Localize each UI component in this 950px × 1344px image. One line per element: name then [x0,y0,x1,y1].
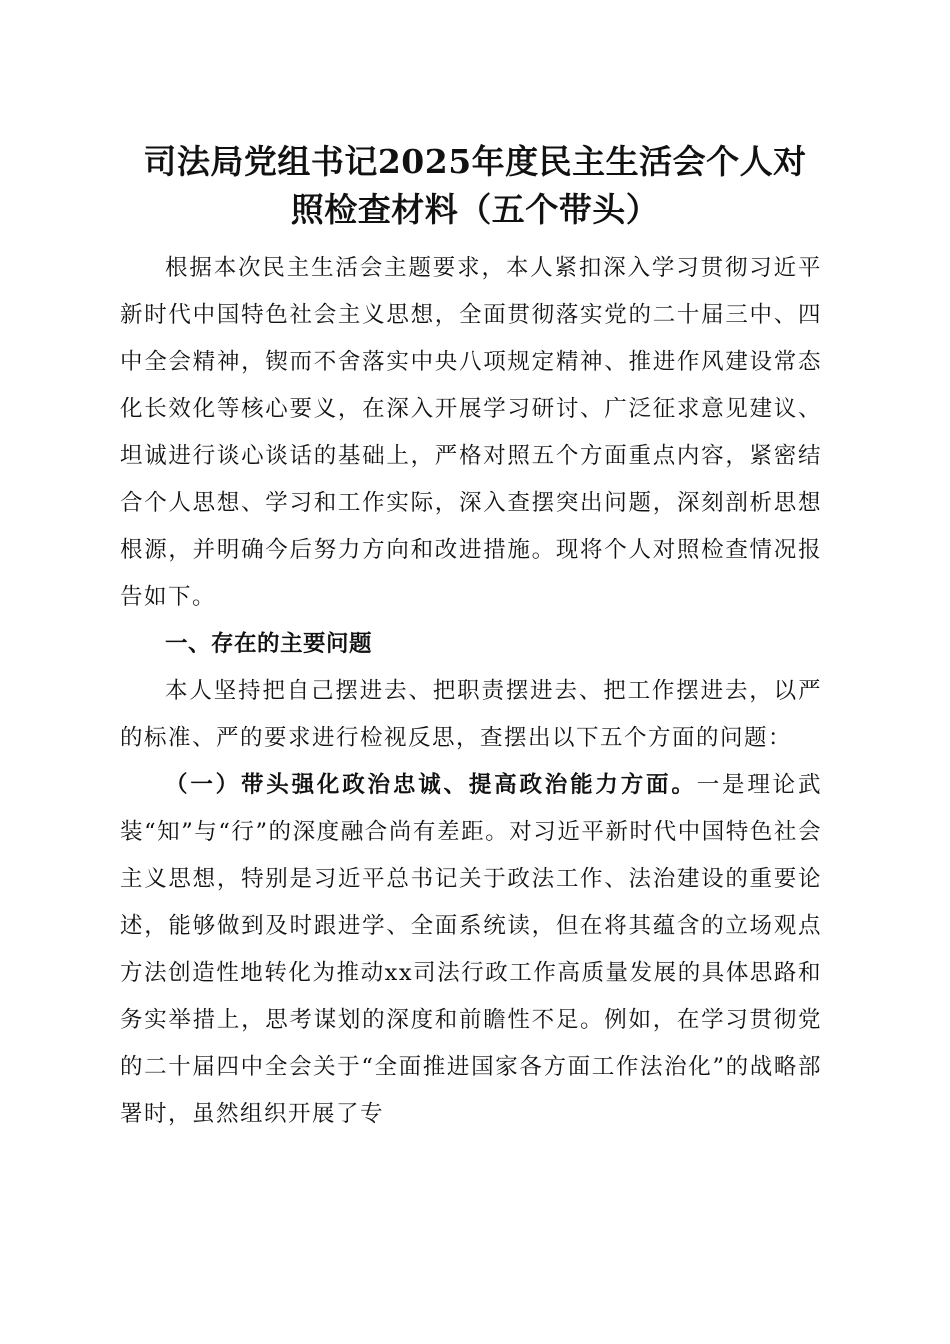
subsection-text: 一是理论武装“知”与“行”的深度融合尚有差距。对习近平新时代中国特色社会主义思想，特别是习近平总书记关于政法工作、法治建设的重要论述，能够做到及时跟进学、全面系统读，但在将其蕴含的立场观点方法创造性地转化为推动xx司法行政工作高质量发展的具体思路和务实举措上，思考谋划的深度和前瞻性不足。例如，在学习贯彻党的二十届四中全会关于“全面推进国家各方面工作法治化”的战略部署时，虽然组织开展了专 [120,772,822,1127]
title-line-2: 照检查材料（五个带头） [290,190,660,229]
document-title [115,138,835,234]
section-intro-paragraph: 本人坚持把自己摆进去、把职责摆进去、把工作摆进去，以严的标准、严的要求进行检视反思，查摆出以下五个方面的问题： [120,678,822,751]
intro-paragraph: 根据本次民主生活会主题要求，本人紧扣深入学习贯彻习近平新时代中国特色社会主义思想，全面贯彻落实党的二十届三中、四中全会精神，锲而不舍落实中央八项规定精神、推进作风建设常态化长效化等核心要义，在深入开展学习研讨、广泛征求意见建议、坦诚进行谈心谈话的基础上，严格对照五个方面重点内容，紧密结合个人思想、学习和工作实际，深入查摆突出问题，深刻剖析思想根源，并明确今后努力方向和改进措施。现将个人对照检查情况报告如下。 [120,255,822,610]
document-body [120,245,822,1138]
title-line-1: 司法局党组书记2025年度民主生活会个人对 [143,142,807,181]
subsection-lead: （一）带头强化政治忠诚、提高政治能力方面。 [165,772,697,798]
section-heading: 一、存在的主要问题 [165,631,373,657]
subsection-paragraph [120,762,822,1138]
